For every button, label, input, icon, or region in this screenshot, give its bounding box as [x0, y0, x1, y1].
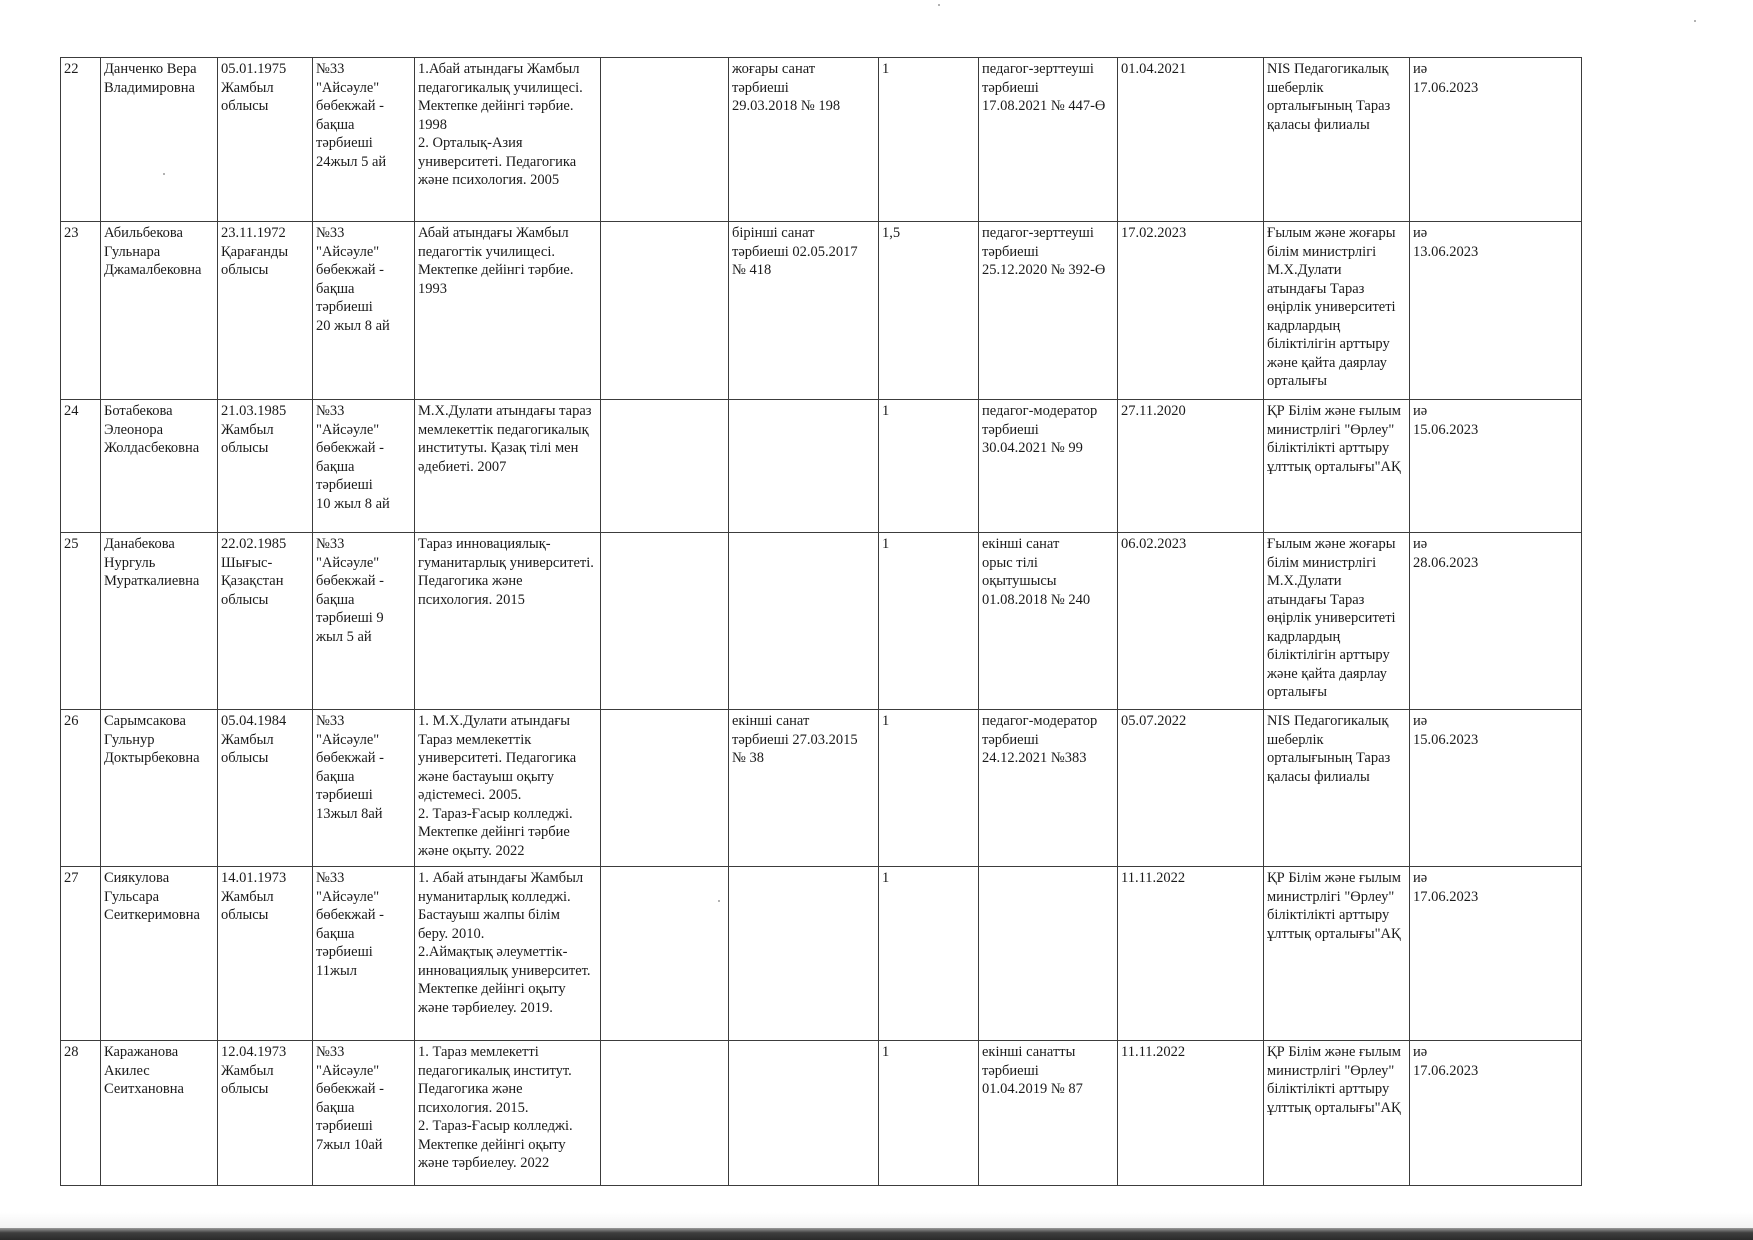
attestation-date-cell: 01.04.2021	[1118, 58, 1264, 222]
empty-cell-cell	[601, 222, 729, 400]
birth-date-region-cell: 23.11.1972 Қарағанды облысы	[218, 222, 313, 400]
scan-speck	[163, 173, 165, 175]
category-cell	[729, 1041, 879, 1186]
birth-date-region-cell: 05.04.1984 Жамбыл облысы	[218, 710, 313, 867]
full-name-cell: Каражанова Акилес Сеитхановна	[101, 1041, 218, 1186]
course-mark-cell: иә 13.06.2023	[1410, 222, 1582, 400]
attestation-date-cell: 11.11.2022	[1118, 1041, 1264, 1186]
attestation-date-cell: 17.02.2023	[1118, 222, 1264, 400]
attestation-date-cell: 05.07.2022	[1118, 710, 1264, 867]
scan-shadow	[0, 1212, 1753, 1228]
row-number-cell: 22	[61, 58, 101, 222]
course-mark-cell: иә 17.06.2023	[1410, 1041, 1582, 1186]
workload-rate-cell: 1,5	[879, 222, 979, 400]
category-cell: бірінші санат тәрбиеші 02.05.2017 № 418	[729, 222, 879, 400]
education-cell: 1.Абай атындағы Жамбыл педагогикалық училищесі. Мектепке дейінгі тәрбие. 1998 2. Орталық-Азия университеті. Педагогика және психология. 2005	[415, 58, 601, 222]
course-mark-cell: иә 28.06.2023	[1410, 533, 1582, 710]
full-name-cell: Сарымсакова Гульнур Доктырбековна	[101, 710, 218, 867]
row-number-cell: 27	[61, 867, 101, 1041]
qualification-cell: педагог-зерттеуші тәрбиеші 25.12.2020 № 392-Ө	[979, 222, 1118, 400]
scan-border	[0, 1228, 1753, 1240]
row-number-cell: 26	[61, 710, 101, 867]
courses-provider-cell: NIS Педагогикалық шеберлік орталығының Тараз қаласы филиалы	[1264, 58, 1410, 222]
position-experience-cell: №33 "Айсәуле" бөбекжай - бақша тәрбиеші 20 жыл 8 ай	[313, 222, 415, 400]
qualification-cell: екінші санатты тәрбиеші 01.04.2019 № 87	[979, 1041, 1118, 1186]
full-name-cell: Данабекова Нургуль Мураткалиевна	[101, 533, 218, 710]
course-mark-cell: иә 17.06.2023	[1410, 58, 1582, 222]
category-cell	[729, 533, 879, 710]
course-mark-cell: иә 15.06.2023	[1410, 710, 1582, 867]
row-number-cell: 28	[61, 1041, 101, 1186]
courses-provider-cell: Ғылым және жоғары білім министрлігі М.Х.Дулати атындағы Тараз өңірлік университеті кадрлардың біліктілігін арттыру және қайта даярлау орталығы	[1264, 222, 1410, 400]
course-mark-cell: иә 15.06.2023	[1410, 400, 1582, 533]
table-row	[61, 1041, 1582, 1186]
staff-table	[60, 57, 1582, 1186]
empty-cell-cell	[601, 400, 729, 533]
workload-rate-cell: 1	[879, 533, 979, 710]
position-experience-cell: №33 "Айсәуле" бөбекжай - бақша тәрбиеші 7жыл 10ай	[313, 1041, 415, 1186]
full-name-cell: Ботабекова Элеонора Жолдасбековна	[101, 400, 218, 533]
courses-provider-cell: Ғылым және жоғары білім министрлігі М.Х.Дулати атындағы Тараз өңірлік университеті кадрлардың біліктілігін арттыру және қайта даярлау орталығы	[1264, 533, 1410, 710]
education-cell: Тараз инновациялық- гуманитарлық университеті. Педагогика және психология. 2015	[415, 533, 601, 710]
qualification-cell: екінші санат орыс тілі оқытушысы 01.08.2018 № 240	[979, 533, 1118, 710]
courses-provider-cell: ҚР Білім және ғылым министрлігі "Өрлеу" біліктілікті арттыру ұлттық орталығы"АҚ	[1264, 867, 1410, 1041]
birth-date-region-cell: 05.01.1975 Жамбыл облысы	[218, 58, 313, 222]
scan-speck	[1694, 20, 1696, 22]
education-cell: 1. М.Х.Дулати атындағы Тараз мемлекеттік университеті. Педагогика және бастауыш оқыту әдістемесі. 2005. 2. Тараз-Ғасыр колледжі. Мектепке дейінгі тәрбие және оқыту. 2022	[415, 710, 601, 867]
education-cell: М.Х.Дулати атындағы тараз мемлекеттік педагогикалық институты. Қазақ тілі мен әдебиеті. 2007	[415, 400, 601, 533]
position-experience-cell: №33 "Айсәуле" бөбекжай - бақша тәрбиеші 9 жыл 5 ай	[313, 533, 415, 710]
qualification-cell	[979, 867, 1118, 1041]
attestation-date-cell: 11.11.2022	[1118, 867, 1264, 1041]
education-cell: Абай атындағы Жамбыл педагогтік училищесі. Мектепке дейінгі тәрбие. 1993	[415, 222, 601, 400]
full-name-cell: Абильбекова Гульнара Джамалбековна	[101, 222, 218, 400]
education-cell: 1. Абай атындағы Жамбыл нуманитарлық колледжі. Бастауыш жалпы білім беру. 2010. 2.Аймақтық әлеуметтік- инновациялық университет. Мектепке дейінгі оқыту және тәрбиелеу. 2019.	[415, 867, 601, 1041]
workload-rate-cell: 1	[879, 400, 979, 533]
workload-rate-cell: 1	[879, 58, 979, 222]
attestation-date-cell: 06.02.2023	[1118, 533, 1264, 710]
birth-date-region-cell: 21.03.1985 Жамбыл облысы	[218, 400, 313, 533]
staff-table-body	[61, 58, 1582, 1186]
birth-date-region-cell: 12.04.1973 Жамбыл облысы	[218, 1041, 313, 1186]
courses-provider-cell: ҚР Білім және ғылым министрлігі "Өрлеу" біліктілікті арттыру ұлттық орталығы"АҚ	[1264, 400, 1410, 533]
category-cell	[729, 867, 879, 1041]
table-row	[61, 400, 1582, 533]
workload-rate-cell: 1	[879, 710, 979, 867]
attestation-date-cell: 27.11.2020	[1118, 400, 1264, 533]
table-row	[61, 867, 1582, 1041]
qualification-cell: педагог-модератор тәрбиеші 30.04.2021 № 99	[979, 400, 1118, 533]
table-row	[61, 533, 1582, 710]
scan-speck	[938, 4, 940, 6]
workload-rate-cell: 1	[879, 867, 979, 1041]
empty-cell-cell	[601, 58, 729, 222]
category-cell	[729, 400, 879, 533]
birth-date-region-cell: 14.01.1973 Жамбыл облысы	[218, 867, 313, 1041]
row-number-cell: 25	[61, 533, 101, 710]
table-row	[61, 222, 1582, 400]
full-name-cell: Данченко Вера Владимировна	[101, 58, 218, 222]
empty-cell-cell	[601, 867, 729, 1041]
qualification-cell: педагог-модератор тәрбиеші 24.12.2021 №383	[979, 710, 1118, 867]
table-row	[61, 58, 1582, 222]
workload-rate-cell: 1	[879, 1041, 979, 1186]
course-mark-cell: иә 17.06.2023	[1410, 867, 1582, 1041]
birth-date-region-cell: 22.02.1985 Шығыс- Қазақстан облысы	[218, 533, 313, 710]
position-experience-cell: №33 "Айсәуле" бөбекжай - бақша тәрбиеші 13жыл 8ай	[313, 710, 415, 867]
table-row	[61, 710, 1582, 867]
row-number-cell: 23	[61, 222, 101, 400]
position-experience-cell: №33 "Айсәуле" бөбекжай - бақша тәрбиеші 24жыл 5 ай	[313, 58, 415, 222]
qualification-cell: педагог-зерттеуші тәрбиеші 17.08.2021 № 447-Ө	[979, 58, 1118, 222]
empty-cell-cell	[601, 710, 729, 867]
empty-cell-cell	[601, 1041, 729, 1186]
scan-speck	[718, 900, 720, 902]
row-number-cell: 24	[61, 400, 101, 533]
full-name-cell: Сиякулова Гульсара Сеиткеримовна	[101, 867, 218, 1041]
education-cell: 1. Тараз мемлекетті педагогикалық институт. Педагогика және психология. 2015. 2. Тараз-Ғасыр колледжі. Мектепке дейінгі оқыту және тәрбиелеу. 2022	[415, 1041, 601, 1186]
courses-provider-cell: NIS Педагогикалық шеберлік орталығының Тараз қаласы филиалы	[1264, 710, 1410, 867]
courses-provider-cell: ҚР Білім және ғылым министрлігі "Өрлеу" біліктілікті арттыру ұлттық орталығы"АҚ	[1264, 1041, 1410, 1186]
category-cell: жоғары санат тәрбиеші 29.03.2018 № 198	[729, 58, 879, 222]
empty-cell-cell	[601, 533, 729, 710]
position-experience-cell: №33 "Айсәуле" бөбекжай - бақша тәрбиеші 10 жыл 8 ай	[313, 400, 415, 533]
position-experience-cell: №33 "Айсәуле" бөбекжай - бақша тәрбиеші 11жыл	[313, 867, 415, 1041]
category-cell: екінші санат тәрбиеші 27.03.2015 № 38	[729, 710, 879, 867]
